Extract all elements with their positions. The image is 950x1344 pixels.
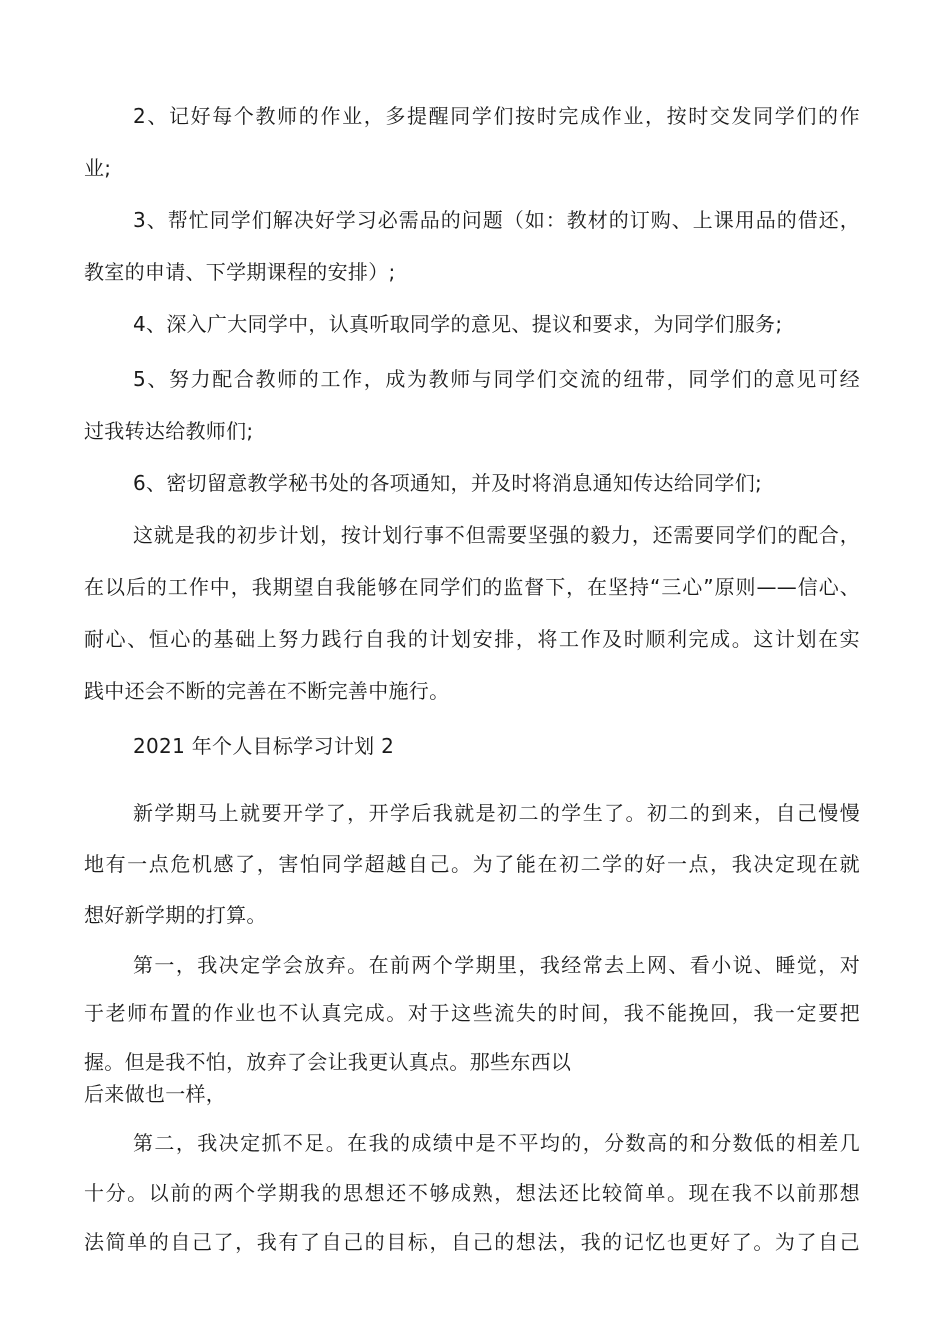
text-line: 3、帮忙同学们解决好学习必需品的问题（如：教材的订购、上课用品的借还，: [133, 208, 860, 232]
text-line: 6、密切留意教学秘书处的各项通知，并及时将消息通知传达给同学们;: [133, 471, 763, 495]
text-line: 地有一点危机感了，害怕同学超越自己。为了能在初二学的好一点，我决定现在就: [84, 852, 860, 876]
text-line: 后来做也一样，: [84, 1082, 227, 1106]
text-line: 过我转达给教师们;: [84, 419, 254, 443]
text-line: 十分。以前的两个学期我的思想还不够成熟，想法还比较简单。现在我不以前那想: [84, 1181, 860, 1205]
text-line: 想好新学期的打算。: [84, 903, 267, 927]
text-line: 教室的申请、下学期课程的安排）;: [84, 260, 396, 284]
text-line: 耐心、恒心的基础上努力践行自我的计划安排，将工作及时顺利完成。这计划在实: [84, 627, 860, 651]
text-line: 第一，我决定学会放弃。在前两个学期里，我经常去上网、看小说、睡觉，对: [133, 953, 860, 977]
text-line: 2、记好每个教师的作业，多提醒同学们按时完成作业，按时交发同学们的作: [133, 104, 860, 128]
text-line: 于老师布置的作业也不认真完成。对于这些流失的时间，我不能挽回，我一定要把: [84, 1001, 860, 1025]
text-line: 这就是我的初步计划，按计划行事不但需要坚强的毅力，还需要同学们的配合，: [133, 523, 860, 547]
text-line: 第二，我决定抓不足。在我的成绩中是不平均的，分数高的和分数低的相差几: [133, 1131, 860, 1155]
text-line: 在以后的工作中，我期望自我能够在同学们的监督下，在坚持“三心”原则——信心、: [84, 575, 860, 599]
text-line: 践中还会不断的完善在不断完善中施行。: [84, 679, 450, 703]
section-heading: 2021 年个人目标学习计划 2: [133, 734, 395, 758]
text-line: 4、深入广大同学中，认真听取同学的意见、提议和要求，为同学们服务;: [133, 312, 783, 336]
text-line: 5、努力配合教师的工作，成为教师与同学们交流的纽带，同学们的意见可经: [133, 367, 860, 391]
text-line: 握。但是我不怕，放弃了会让我更认真点。那些东西以: [84, 1050, 572, 1074]
text-line: 法简单的自己了，我有了自己的目标，自己的想法，我的记忆也更好了。为了自己: [84, 1230, 860, 1254]
text-line: 新学期马上就要开学了，开学后我就是初二的学生了。初二的到来，自己慢慢: [133, 801, 860, 825]
text-line: 业;: [84, 156, 112, 180]
